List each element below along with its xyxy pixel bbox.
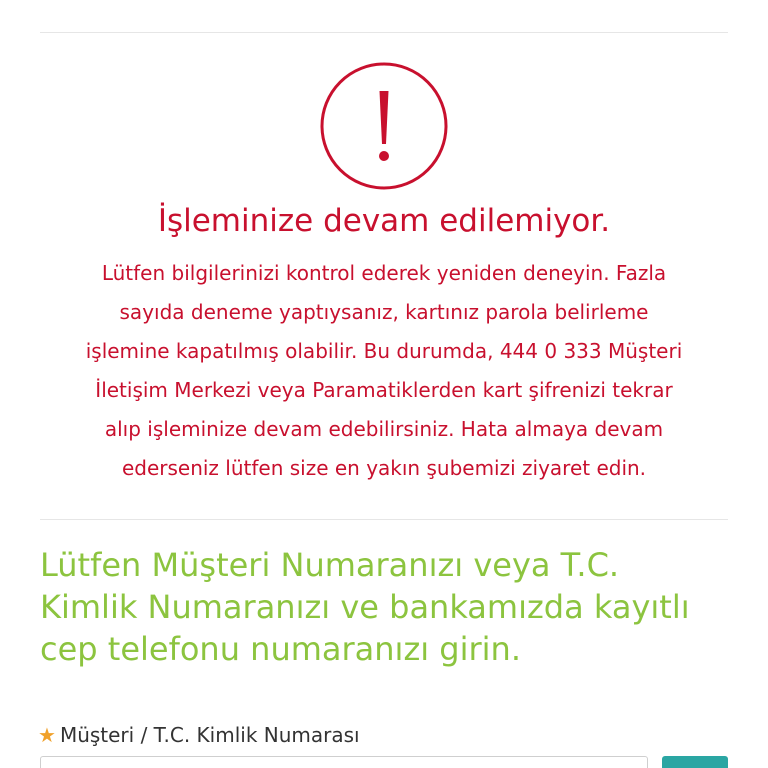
error-message: [40, 254, 728, 488]
customer-id-label-row: [38, 720, 360, 750]
customer-id-input[interactable]: [40, 756, 648, 768]
error-message-line: alıp işleminize devam edebilirsiniz. Hata almaya devam: [104, 417, 664, 441]
form-instruction: [40, 544, 730, 670]
error-title: İşleminize devam edilemiyor.: [157, 203, 611, 239]
error-message-line: ederseniz lütfen size en yakın şubemizi ziyaret edin.: [121, 456, 647, 480]
instruction-line: Lütfen Müşteri Numaranızı veya T.C.: [40, 546, 620, 584]
required-star-icon: ★: [38, 723, 56, 747]
error-message-line: işlemine kapatılmış olabilir. Bu durumda, 444 0 333 Müşteri: [85, 339, 683, 363]
customer-id-button[interactable]: [662, 756, 728, 768]
error-message-line: Lütfen bilgilerinizi kontrol ederek yeniden deneyin. Fazla: [101, 261, 667, 285]
top-divider: [40, 32, 728, 33]
instruction-line: cep telefonu numaranızı girin.: [40, 630, 521, 668]
error-message-line: İletişim Merkezi veya Paramatiklerden kart şifrenizi tekrar: [95, 378, 673, 402]
customer-id-label: Müşteri / T.C. Kimlik Numarası: [59, 723, 360, 747]
instruction-line: Kimlik Numaranızı ve bankamızda kayıtlı: [40, 588, 690, 626]
error-message-line: sayıda deneme yaptıysanız, kartınız parola belirleme: [119, 300, 649, 324]
section-divider: [40, 519, 728, 520]
exclamation-circle-icon: [320, 62, 448, 190]
